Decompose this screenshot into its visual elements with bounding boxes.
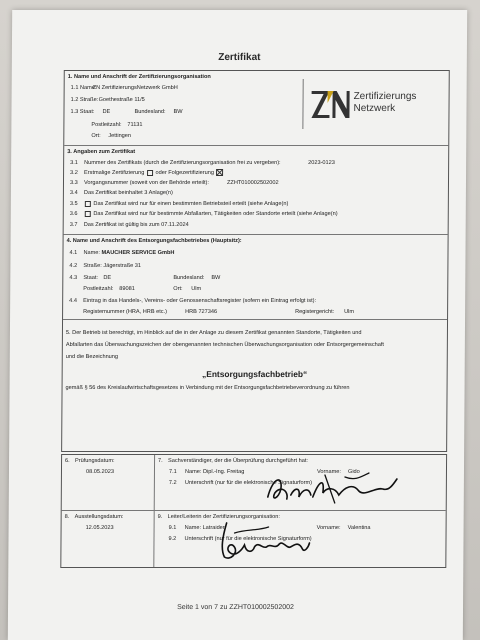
item-text: [84, 200, 289, 210]
issue-date: 12.05.2023: [85, 525, 114, 531]
item-number: 3.1: [70, 160, 78, 166]
field-value: DE: [102, 109, 111, 115]
section-heading: 4. Name und Anschrift des Entsorgungsfachbetriebes (Hauptsitz):: [66, 238, 242, 244]
certificate-number: 2023-0123: [308, 160, 335, 166]
follow-cert-checkbox-checked: [216, 169, 223, 176]
first-cert-label: Erstmalige Zertifizierung: [84, 170, 145, 176]
field-label: 1.1 Name:: [70, 85, 97, 91]
field-value: 71131: [127, 122, 143, 128]
field-label: Registergericht:: [295, 309, 335, 315]
section-company: [63, 235, 448, 320]
section-label: 7.: [158, 458, 163, 464]
item-number: 7.1: [168, 469, 177, 475]
item-number: 7.2: [168, 480, 177, 486]
head-cell: [154, 511, 445, 567]
expert-first-name: Gido: [347, 469, 360, 475]
item-number: 9.2: [168, 536, 177, 542]
scope-checkbox: [85, 211, 91, 217]
item-number: 3.4: [69, 190, 78, 196]
field-label: 1.3 Staat:: [70, 109, 95, 115]
expert-cell: [155, 455, 446, 510]
section-label: 6.: [65, 458, 70, 464]
field-value: Jägerstraße 31: [103, 263, 142, 269]
field-label: Vorname:: [316, 469, 341, 475]
section-label: 8.: [64, 514, 70, 520]
item-number: 4.1: [69, 250, 78, 256]
field-label: 1.2 Straße:: [70, 97, 99, 103]
issuance-row: [61, 511, 445, 567]
field-label: Bundesland:: [173, 275, 205, 281]
section-heading: 1. Name und Anschrift der Zertifizierungsorganisation: [67, 74, 211, 80]
follow-cert-label: oder Folgezertifizierung: [155, 170, 214, 176]
signature-note: Unterschrift (nur für die elektronische Signaturform): [184, 480, 313, 486]
company-name: MAUCHER SERVICE GmbH: [101, 250, 175, 256]
item-text: [84, 210, 338, 220]
zn-logo: [302, 79, 443, 129]
zn-logo-text: [353, 91, 416, 115]
register-court: Ulm: [344, 309, 355, 315]
authorization-text: Abfallarten das Überwachungszeichen der obengenannten technischen Überwachungsorganisation oder Entsorgergemeinschaft: [65, 342, 385, 348]
field-label: Prüfungsdatum:: [75, 458, 115, 464]
field-value: BW: [173, 109, 183, 115]
certificate-body: [61, 70, 450, 452]
item-number: 4.4: [69, 298, 77, 304]
scope-text: Das Zertifikat wird nur für bestimmte Abfallarten, Tätigkeiten oder Standorte erteilt (siehe Anlage(n): [93, 211, 338, 217]
logo-line-2: Netzwerk: [353, 103, 396, 114]
field-label: Name:: [184, 525, 202, 531]
signature-section: [60, 454, 447, 568]
field-label: Ort:: [173, 286, 183, 292]
field-label: Leiter/Leiterin der Zertifizierungsorganisation:: [167, 514, 280, 520]
partial-checkbox: [85, 201, 91, 207]
field-value: DE: [103, 275, 112, 281]
expert-signature: [265, 467, 400, 507]
first-cert-checkbox: [147, 170, 153, 176]
field-label: Ausstellungsdatum:: [74, 514, 124, 520]
item-number: 9.1: [168, 525, 177, 531]
section-heading: 3. Angaben zum Zertifikat: [67, 149, 136, 155]
signature-note: Unterschrift (nur für die elektronische Signaturform): [184, 536, 312, 542]
item-number: 3.6: [69, 211, 78, 217]
head-name: Latraider: [202, 525, 225, 531]
field-value: Jettingen: [108, 133, 132, 139]
field-value: Goethestraße 11/5: [98, 97, 145, 103]
issue-date-cell: [61, 511, 154, 567]
page-footer: Seite 1 von 7 zu ZZHT010002502002: [177, 604, 294, 611]
field-value: Ulm: [191, 286, 202, 292]
authorization-text: und die Bezeichnung: [65, 354, 119, 360]
item-number: 3.2: [70, 170, 78, 176]
designation-title: „Entsorgungsfachbetrieb“: [202, 369, 308, 379]
logo-line-1: Zertifizierungs: [353, 91, 417, 102]
field-value: 89081: [119, 286, 135, 292]
authorization-text: 5. Der Betrieb ist berechtigt, im Hinblick auf die in der Anlage zu diesem Zertifikat genannten Standorte, Tätigkeiten und: [65, 330, 362, 336]
section-label: 9.: [157, 514, 163, 520]
field-label: Name:: [83, 250, 101, 256]
item-text: Das Zertifikat beinhaltet 3 Anlage(n): [83, 190, 173, 196]
validity-text: Das Zertifikat ist gültig bis zum 07.11.2024: [83, 222, 189, 228]
item-number: 4.2: [69, 263, 78, 269]
field-label: Name:: [184, 469, 202, 475]
zn-logo-icon: [309, 89, 351, 119]
field-value: ZN ZertifizierungsNetzwerk GmbH: [92, 85, 178, 91]
field-label: Postleitzahl:: [83, 286, 114, 292]
page-title: Zertifikat: [218, 52, 261, 63]
field-label: Bundesland:: [134, 109, 166, 115]
field-label: Sachverständiger, der die Überprüfung durchgeführt hat:: [168, 458, 309, 464]
head-signature: [216, 519, 311, 563]
examination-date: 08.05.2023: [85, 469, 114, 475]
field-label: Straße:: [83, 263, 102, 269]
item-text: Vorgangsnummer (soweit von der Behörde erteilt):: [83, 180, 210, 186]
item-number: 3.3: [69, 180, 78, 186]
section-authorization: [62, 320, 447, 451]
section-issuer: [64, 71, 449, 146]
section-certificate-details: [64, 146, 449, 235]
expert-name: Dipl.-Ing. Freitag: [202, 469, 245, 475]
item-number: 3.7: [69, 222, 78, 228]
field-label: Staat:: [83, 275, 98, 281]
examination-date-cell: [62, 455, 155, 510]
legal-basis-text: gemäß § 56 des Kreislaufwirtschaftsgesetzes in Verbindung mit der Entsorgungsfachbetriebeverordnung zu führen: [65, 385, 350, 391]
partial-text: Das Zertifikat wird nur für einen bestimmten Betriebsteil erteilt (siehe Anlage(n): [93, 201, 289, 207]
item-text: Nummer des Zertifikats (durch die Zertifizierungsorganisation frei zu vergeben):: [84, 160, 281, 166]
field-label: Postleitzahl:: [91, 122, 122, 128]
item-number: 4.3: [69, 275, 78, 281]
item-text: Eintrag in das Handels-, Vereins- oder Genossenschaftsregister (sofern ein Eintrag erfolgt ist):: [83, 298, 317, 304]
field-label: Vorname:: [316, 525, 341, 531]
item-number: 3.5: [69, 201, 78, 207]
register-number: HRB 727346: [185, 309, 218, 315]
certificate-page: [8, 10, 467, 640]
field-label: Registernummer (HRA, HRB etc.): [83, 309, 168, 315]
head-first-name: Valentina: [347, 525, 371, 531]
process-number: ZZHT010002502002: [226, 180, 279, 186]
field-label: Ort:: [91, 133, 101, 139]
item-text: [84, 169, 225, 179]
field-value: BW: [211, 275, 221, 281]
examination-row: [62, 455, 446, 511]
